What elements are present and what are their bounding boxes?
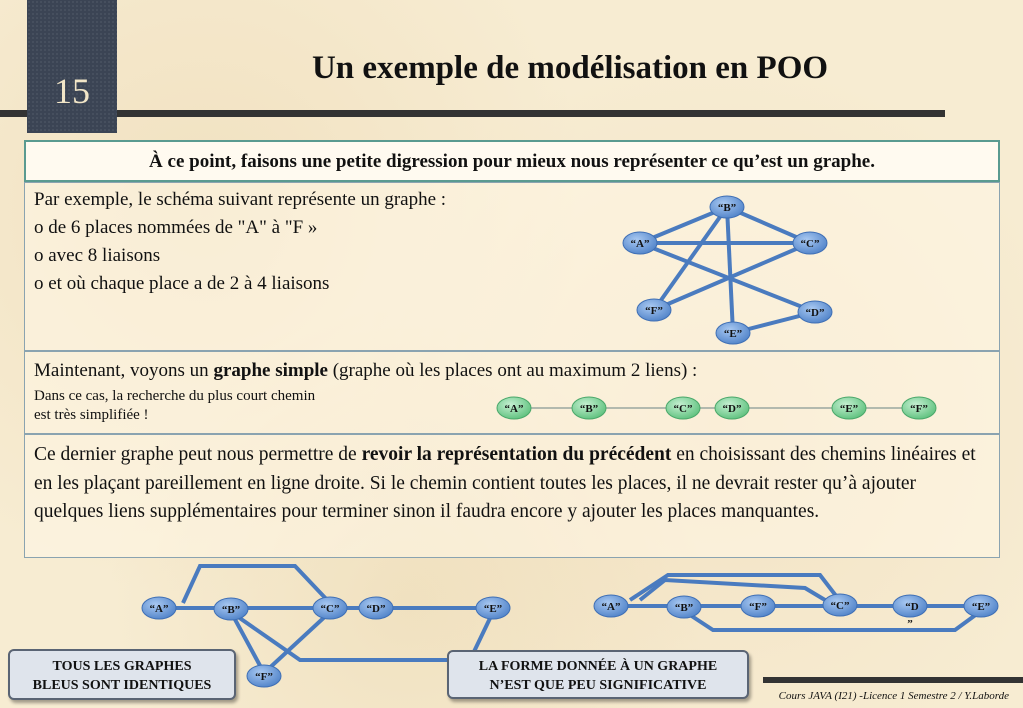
node-a bbox=[497, 397, 531, 419]
svg-text:“D”: “D” bbox=[805, 307, 825, 319]
footer-credit: Cours JAVA (I21) -Licence 1 Semestre 2 / Y.Laborde bbox=[778, 690, 1009, 702]
node-a bbox=[623, 232, 657, 254]
svg-text:“C”: “C” bbox=[830, 600, 850, 612]
footer-bar bbox=[763, 677, 1023, 683]
svg-text:“E”: “E” bbox=[971, 601, 991, 613]
svg-text:“A”: “A” bbox=[504, 403, 524, 415]
svg-text:“B”: “B” bbox=[717, 202, 737, 214]
node-c bbox=[666, 397, 700, 419]
node-a bbox=[594, 595, 628, 617]
node-b bbox=[572, 397, 606, 419]
node-d bbox=[893, 595, 927, 630]
svg-text:“F”: “F” bbox=[910, 403, 928, 415]
section-1-intro: Par exemple, le schéma suivant représente un graphe : bbox=[34, 189, 447, 210]
header-box: À ce point, faisons une petite digression pour mieux nous représenter ce qu’est un graphe. bbox=[24, 140, 1000, 182]
svg-text:“F”: “F” bbox=[749, 601, 767, 613]
edge-b-e bbox=[727, 207, 733, 333]
node-c bbox=[793, 232, 827, 254]
node-a bbox=[142, 597, 176, 619]
svg-text:“B”: “B” bbox=[579, 403, 599, 415]
svg-text:“B”: “B” bbox=[674, 602, 694, 614]
node-d bbox=[798, 301, 832, 323]
svg-text:“F”: “F” bbox=[645, 305, 663, 317]
node-d bbox=[359, 597, 393, 619]
svg-text:“D: “D bbox=[905, 601, 919, 613]
svg-text:“E”: “E” bbox=[839, 403, 859, 415]
svg-text:“C”: “C” bbox=[800, 238, 820, 250]
node-f bbox=[902, 397, 936, 419]
node-e bbox=[476, 597, 510, 619]
node-b bbox=[710, 196, 744, 218]
svg-text:“D”: “D” bbox=[366, 603, 386, 615]
svg-text:”: ” bbox=[907, 618, 913, 630]
node-c bbox=[313, 597, 347, 619]
node-b bbox=[667, 596, 701, 618]
svg-text:“B”: “B” bbox=[221, 604, 241, 616]
node-e bbox=[716, 322, 750, 344]
section-3-text: Ce dernier graphe peut nous permettre de revoir la représentation du précédent en choisissant des chemins linéaires et en les plaçant pareillement en ligne droite. Si le chemin contient toutes les places, il ne devrait rester qu’à ajouter quelques liens supplémentaires pour terminer sinon il faudra encore y ajouter les places manquantes. bbox=[34, 444, 976, 522]
bullet-item: o et où chaque place a de 2 à 4 liaisons bbox=[34, 273, 330, 294]
callout-shape-not-significant: LA FORME DONNÉE À UN GRAPHE N’EST QUE PEU SIGNIFICATIVE bbox=[447, 650, 749, 699]
node-f bbox=[637, 299, 671, 321]
edge-a-c-3 bbox=[183, 566, 330, 603]
node-e bbox=[832, 397, 866, 419]
node-e bbox=[964, 595, 998, 617]
svg-text:“A”: “A” bbox=[601, 601, 621, 613]
bullet-item: o avec 8 liaisons bbox=[34, 245, 161, 266]
graph1-nodes bbox=[623, 196, 832, 344]
node-c bbox=[823, 594, 857, 616]
edge-a-c-4b bbox=[640, 580, 830, 603]
svg-text:“D”: “D” bbox=[722, 403, 742, 415]
svg-text:“E”: “E” bbox=[483, 603, 503, 615]
section-2-text: Maintenant, voyons un graphe simple (graphe où les places ont au maximum 2 liens) : bbox=[34, 360, 698, 381]
svg-text:“A”: “A” bbox=[149, 603, 169, 615]
slide-number: 15 bbox=[54, 71, 90, 111]
svg-text:“C”: “C” bbox=[673, 403, 693, 415]
svg-text:“A”: “A” bbox=[630, 238, 650, 250]
svg-text:“E”: “E” bbox=[723, 328, 743, 340]
page-title: Un exemple de modélisation en POO bbox=[311, 50, 829, 86]
graph4-nodes bbox=[594, 594, 998, 630]
node-d bbox=[715, 397, 749, 419]
node-f bbox=[741, 595, 775, 617]
callout-identical-graphs: TOUS LES GRAPHES BLEUS SONT IDENTIQUES bbox=[8, 649, 236, 700]
svg-text:“F”: “F” bbox=[255, 671, 273, 683]
node-f bbox=[247, 665, 281, 687]
section-2-note: Dans ce cas, la recherche du plus court chemin est très simplifiée ! bbox=[34, 388, 316, 423]
svg-text:“C”: “C” bbox=[320, 603, 340, 615]
node-b bbox=[214, 598, 248, 620]
bullet-item: o de 6 places nommées de "A" à "F » bbox=[34, 217, 318, 238]
